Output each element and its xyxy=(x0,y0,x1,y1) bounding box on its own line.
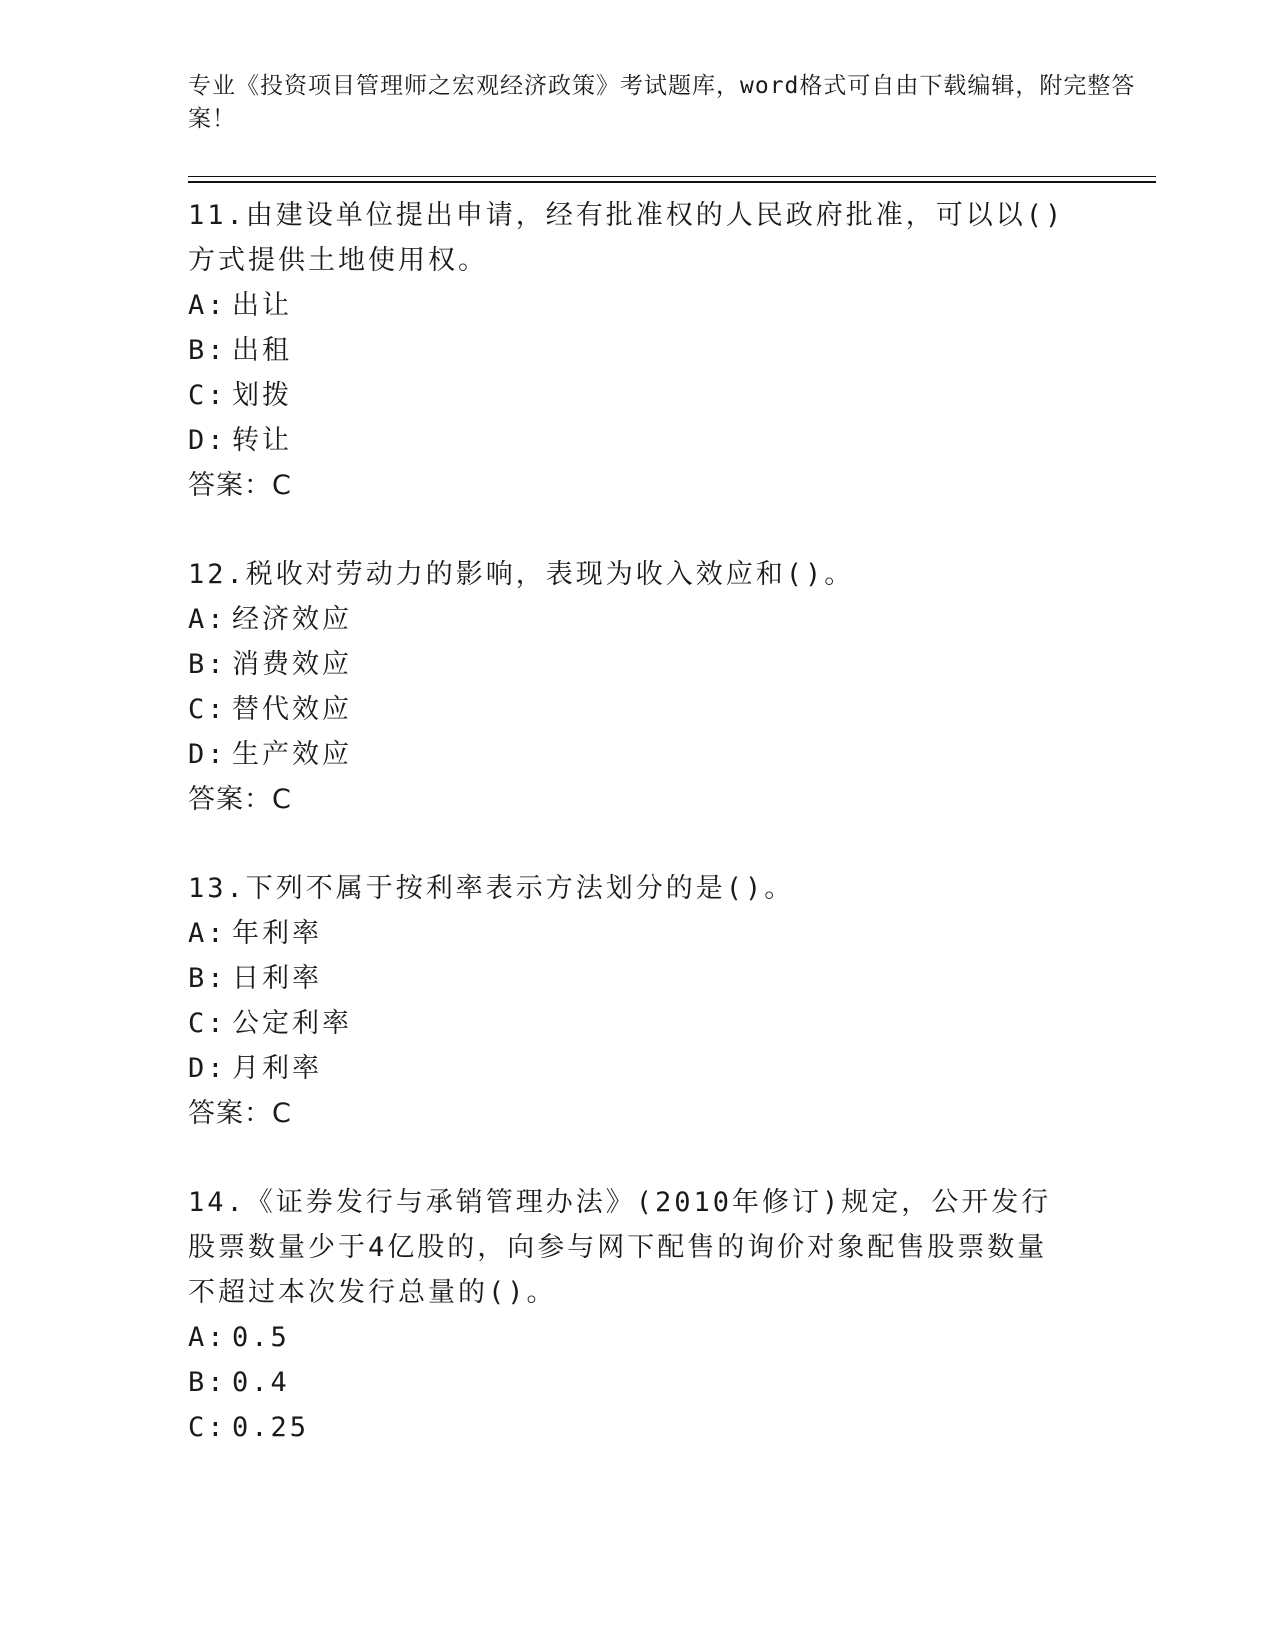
question-stem: 12.税收对劳动力的影响，表现为收入效应和()。 xyxy=(188,559,855,590)
option-letter: D: xyxy=(188,739,227,770)
option-b xyxy=(188,642,1156,687)
question-stem: 11.由建设单位提出申请，经有批准权的人民政府批准，可以以()方式提供土地使用权。 xyxy=(188,200,1065,276)
question-12 xyxy=(188,552,1156,822)
option-d xyxy=(188,1046,1156,1091)
option-text: 0.5 xyxy=(232,1322,290,1353)
option-text: 替代效应 xyxy=(232,694,352,725)
question-13 xyxy=(188,866,1156,1136)
option-letter: C: xyxy=(188,380,227,411)
answer-line: 答案：C xyxy=(188,784,292,815)
option-c xyxy=(188,373,1156,418)
option-a xyxy=(188,597,1156,642)
question-list xyxy=(188,193,1156,1450)
option-text: 经济效应 xyxy=(232,604,352,635)
option-text: 公定利率 xyxy=(232,1008,352,1039)
question-14 xyxy=(188,1180,1156,1450)
option-letter: A: xyxy=(188,1322,227,1353)
option-d xyxy=(188,732,1156,777)
option-text: 转让 xyxy=(232,425,292,456)
option-letter: B: xyxy=(188,963,227,994)
option-letter: A: xyxy=(188,918,227,949)
option-letter: C: xyxy=(188,1008,227,1039)
option-letter: C: xyxy=(188,694,227,725)
document-header: 专业《投资项目管理师之宏观经济政策》考试题库，word格式可自由下载编辑，附完整答案！ xyxy=(188,73,1136,132)
option-letter: A: xyxy=(188,604,227,635)
option-d xyxy=(188,418,1156,463)
question-stem: 13.下列不属于按利率表示方法划分的是()。 xyxy=(188,873,795,904)
question-stem: 14.《证券发行与承销管理办法》(2010年修订)规定，公开发行股票数量少于4亿股的，向参与网下配售的询价对象配售股票数量不超过本次发行总量的()。 xyxy=(188,1187,1052,1308)
question-11 xyxy=(188,193,1156,508)
option-text: 月利率 xyxy=(232,1053,322,1084)
option-letter: B: xyxy=(188,1367,227,1398)
answer-line: 答案：C xyxy=(188,1098,292,1129)
option-a xyxy=(188,283,1156,328)
option-text: 消费效应 xyxy=(232,649,352,680)
header-divider xyxy=(188,176,1156,183)
answer-line: 答案：C xyxy=(188,470,292,501)
option-b xyxy=(188,956,1156,1001)
option-text: 生产效应 xyxy=(232,739,352,770)
option-text: 出租 xyxy=(232,335,292,366)
option-c xyxy=(188,1405,1156,1450)
option-letter: D: xyxy=(188,425,227,456)
option-text: 0.25 xyxy=(232,1412,310,1443)
option-letter: C: xyxy=(188,1412,227,1443)
option-letter: D: xyxy=(188,1053,227,1084)
option-letter: B: xyxy=(188,335,227,366)
document-page xyxy=(188,70,1156,1494)
option-a xyxy=(188,911,1156,956)
option-letter: B: xyxy=(188,649,227,680)
option-c xyxy=(188,687,1156,732)
option-c xyxy=(188,1001,1156,1046)
option-text: 0.4 xyxy=(232,1367,290,1398)
option-b xyxy=(188,328,1156,373)
option-b xyxy=(188,1360,1156,1405)
option-text: 年利率 xyxy=(232,918,322,949)
option-text: 日利率 xyxy=(232,963,322,994)
option-letter: A: xyxy=(188,290,227,321)
option-a xyxy=(188,1315,1156,1360)
option-text: 出让 xyxy=(232,290,292,321)
option-text: 划拨 xyxy=(232,380,292,411)
